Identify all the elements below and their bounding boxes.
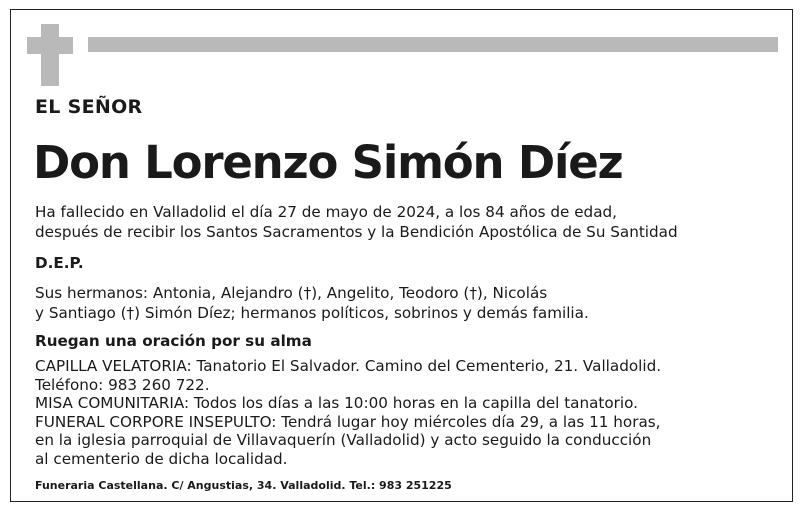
cross-icon-vertical — [41, 24, 59, 86]
announcement-line: Ha fallecido en Valladolid el día 27 de mayo de 2024, a los 84 años de edad, — [35, 203, 617, 221]
header-rule — [88, 37, 778, 52]
details-line: en la iglesia parroquial de Villavaquerín (Valladolid) y acto seguido la conducción — [35, 431, 652, 449]
family-line: Sus hermanos: Antonia, Alejandro (†), Angelito, Teodoro (†), Nicolás — [35, 284, 548, 302]
family-line: y Santiago (†) Simón Díez; hermanos políticos, sobrinos y demás familia. — [35, 304, 589, 322]
deceased-name: Don Lorenzo Simón Díez — [33, 136, 623, 189]
details-line: al cementerio de dicha localidad. — [35, 449, 288, 468]
details-line: Teléfono: 983 260 722. — [35, 375, 210, 394]
details-line: MISA COMUNITARIA: Todos los días a las 10:00 horas en la capilla del tanatorio. — [35, 394, 638, 412]
family-list — [35, 283, 589, 323]
cross-icon-horizontal — [27, 37, 73, 54]
prayer-request: Ruegan una oración por su alma — [35, 332, 312, 350]
service-details — [35, 357, 661, 468]
details-line: CAPILLA VELATORIA: Tanatorio El Salvador. Camino del Cementerio, 21. Valladolid. — [35, 357, 662, 375]
dep-label: D.E.P. — [35, 254, 84, 272]
details-line: FUNERAL CORPORE INSEPULTO: Tendrá lugar hoy miércoles día 29, a las 11 horas, — [35, 412, 661, 431]
funeral-home-footer: Funeraria Castellana. C/ Angustias, 34. Valladolid. Tel.: 983 251225 — [35, 479, 452, 492]
honorific: EL SEÑOR — [35, 96, 143, 118]
announcement-line: después de recibir los Santos Sacramentos y la Bendición Apostólica de Su Santidad — [35, 223, 678, 241]
announcement — [35, 202, 678, 242]
